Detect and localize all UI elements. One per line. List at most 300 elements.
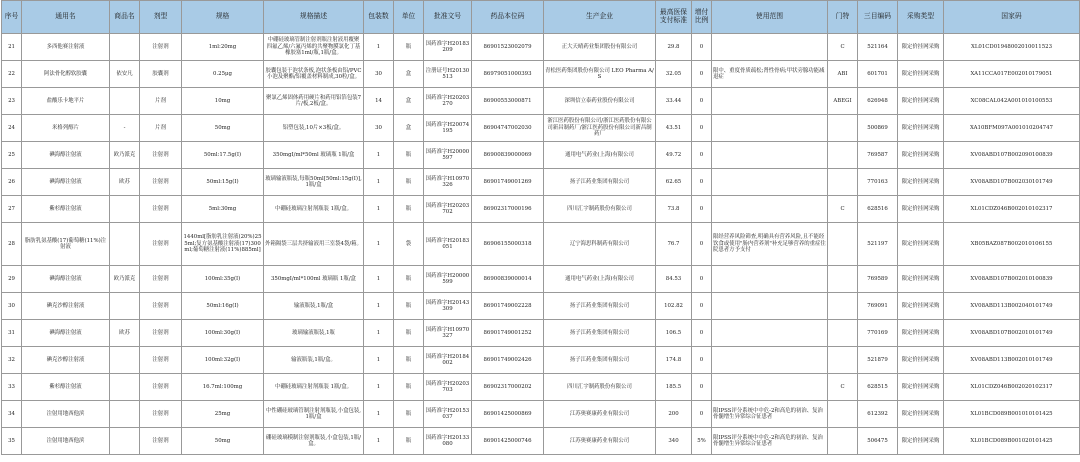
cell-max-price: 102.82 <box>656 293 692 320</box>
cell-purchase-type: 限定价挂网采购 <box>898 34 944 61</box>
cell-purchase-type: 限定价挂网采购 <box>898 115 944 142</box>
cell-generic-name: 碘克沙醇注射液 <box>22 347 110 374</box>
cell-unit: 瓶 <box>394 347 424 374</box>
cell-dosage-form: 注射剂 <box>140 266 182 293</box>
cell-spec: 50ml:15g(I) <box>182 169 264 196</box>
cell-national-code: XL01BCD089B001010101425 <box>944 401 1080 428</box>
cell-purchase-type: 限定价挂网采购 <box>898 428 944 455</box>
cell-sanmu-code: 506475 <box>858 428 898 455</box>
cell-purchase-type: 限定价挂网采购 <box>898 61 944 88</box>
cell-unit: 瓶 <box>394 266 424 293</box>
cell-generic-name: 紫杉醇注射液 <box>22 374 110 401</box>
cell-max-price: 106.5 <box>656 320 692 347</box>
cell-max-price: 33.44 <box>656 88 692 115</box>
cell-sanmu-code: 601701 <box>858 61 898 88</box>
cell-dosage-form: 注射剂 <box>140 320 182 347</box>
cell-serial-no: 34 <box>2 401 22 428</box>
cell-pack-count: 1 <box>364 34 394 61</box>
cell-drug-code: 86902317000202 <box>472 374 544 401</box>
cell-max-price: 185.5 <box>656 374 692 401</box>
col-header-national-code: 国家码 <box>944 1 1080 34</box>
cell-purchase-type: 限定价挂网采购 <box>898 88 944 115</box>
table-row <box>2 61 1080 88</box>
cell-spec: 100ml:35g(I) <box>182 266 264 293</box>
cell-dosage-form: 注射剂 <box>140 374 182 401</box>
cell-extra-ratio: 0 <box>692 88 712 115</box>
cell-brand-name: - <box>110 115 140 142</box>
col-header-spec-desc: 规格描述 <box>264 1 364 34</box>
cell-purchase-type: 限定价挂网采购 <box>898 142 944 169</box>
cell-special-outpatient <box>828 347 858 374</box>
cell-manufacturer: 四川汇宇制药股份有限公司 <box>544 196 656 223</box>
cell-sanmu-code: 628515 <box>858 374 898 401</box>
cell-max-price: 32.05 <box>656 61 692 88</box>
cell-spec-desc: 中硼硅玻璃管制注射剂瓶注射液用覆聚四氟乙烯/六氟丙烯的共聚物膜氯化丁基橡胶塞1ml/瓶,1瓶/盒。 <box>264 34 364 61</box>
cell-spec-desc: 聚氯乙烯固体药用硬片和药用铝箔包装7片/板,2板/盒。 <box>264 88 364 115</box>
cell-approval-no: 国药准字H20000599 <box>424 266 472 293</box>
cell-spec-desc: 胶囊包装于泡状条板,泡状条板由铝/PVC小泡及聚酯/铝覆盖材料制成,30粒/盒。 <box>264 61 364 88</box>
cell-pack-count: 1 <box>364 320 394 347</box>
cell-serial-no: 26 <box>2 169 22 196</box>
cell-drug-code: 86901749001252 <box>472 320 544 347</box>
cell-special-outpatient: C <box>828 196 858 223</box>
cell-pack-count: 1 <box>364 401 394 428</box>
cell-max-price: 73.8 <box>656 196 692 223</box>
cell-purchase-type: 限定价挂网采购 <box>898 169 944 196</box>
cell-pack-count: 1 <box>364 293 394 320</box>
cell-approval-no: 国药准字H20203703 <box>424 374 472 401</box>
col-header-approval-no: 批准文号 <box>424 1 472 34</box>
cell-special-outpatient <box>828 320 858 347</box>
cell-special-outpatient: ABI <box>828 61 858 88</box>
cell-purchase-type: 限定价挂网采购 <box>898 266 944 293</box>
cell-drug-code: 86901425000746 <box>472 428 544 455</box>
cell-spec: 5ml:30mg <box>182 196 264 223</box>
cell-sanmu-code: 770163 <box>858 169 898 196</box>
table-body <box>2 34 1080 455</box>
cell-max-price: 340 <box>656 428 692 455</box>
cell-max-price: 84.53 <box>656 266 692 293</box>
cell-manufacturer: 扬子江药业集团有限公司 <box>544 320 656 347</box>
cell-dosage-form: 注射剂 <box>140 142 182 169</box>
cell-extra-ratio: 0 <box>692 34 712 61</box>
cell-extra-ratio: 0 <box>692 401 712 428</box>
cell-generic-name: 紫杉醇注射液 <box>22 196 110 223</box>
cell-special-outpatient <box>828 223 858 266</box>
cell-approval-no: 国药准字H20203270 <box>424 88 472 115</box>
cell-dosage-form: 注射剂 <box>140 293 182 320</box>
cell-national-code: XL01CDZ046B002010102317 <box>944 196 1080 223</box>
cell-pack-count: 1 <box>364 374 394 401</box>
cell-approval-no: 国药准字H20184002 <box>424 347 472 374</box>
cell-unit: 盒 <box>394 115 424 142</box>
cell-drug-code: 86904747002030 <box>472 115 544 142</box>
col-header-dosage-form: 剂型 <box>140 1 182 34</box>
cell-extra-ratio: 0 <box>692 115 712 142</box>
table-row <box>2 223 1080 266</box>
cell-brand-name <box>110 428 140 455</box>
cell-usage-scope: 限IPSS评分系统中中危-2和高危的初治、复治骨髓增生异常综合征患者 <box>712 428 828 455</box>
cell-drug-code: 86901749002426 <box>472 347 544 374</box>
cell-sanmu-code: 626948 <box>858 88 898 115</box>
cell-extra-ratio: 0 <box>692 320 712 347</box>
cell-manufacturer: 辽宁海思科制药有限公司 <box>544 223 656 266</box>
cell-usage-scope <box>712 142 828 169</box>
cell-unit: 袋 <box>394 223 424 266</box>
cell-purchase-type: 限定价挂网采购 <box>898 320 944 347</box>
cell-special-outpatient: C <box>828 374 858 401</box>
cell-unit: 瓶 <box>394 428 424 455</box>
cell-special-outpatient <box>828 142 858 169</box>
cell-spec-desc: 外箱隔袋三层共挤输液用三室袋4袋/箱。 <box>264 223 364 266</box>
col-header-drug-code: 药品本位码 <box>472 1 544 34</box>
cell-max-price: 76.7 <box>656 223 692 266</box>
cell-national-code: XV08ABD107B002010100839 <box>944 266 1080 293</box>
cell-manufacturer: 扬子江药业集团有限公司 <box>544 169 656 196</box>
cell-serial-no: 23 <box>2 88 22 115</box>
cell-purchase-type: 限定价挂网采购 <box>898 293 944 320</box>
cell-serial-no: 31 <box>2 320 22 347</box>
cell-national-code: XA10BFM097A001010204747 <box>944 115 1080 142</box>
cell-special-outpatient <box>828 428 858 455</box>
cell-approval-no: 国药准字H20153037 <box>424 401 472 428</box>
cell-generic-name: 碘海醇注射液 <box>22 169 110 196</box>
cell-national-code: XB05BAZ087B002010106155 <box>944 223 1080 266</box>
cell-serial-no: 27 <box>2 196 22 223</box>
col-header-extra-ratio: 增付比例 <box>692 1 712 34</box>
col-header-special-outpatient: 门特 <box>828 1 858 34</box>
cell-extra-ratio: 0 <box>692 196 712 223</box>
cell-manufacturer: 扬子江药业集团有限公司 <box>544 347 656 374</box>
cell-generic-name: 碘海醇注射液 <box>22 320 110 347</box>
cell-extra-ratio: 0 <box>692 374 712 401</box>
cell-drug-code: 86901749002228 <box>472 293 544 320</box>
table-row <box>2 142 1080 169</box>
cell-usage-scope <box>712 320 828 347</box>
cell-national-code: XL01BCD089B001020101425 <box>944 428 1080 455</box>
cell-usage-scope <box>712 347 828 374</box>
cell-approval-no: 国药准字H20133080 <box>424 428 472 455</box>
table-row <box>2 196 1080 223</box>
cell-unit: 瓶 <box>394 169 424 196</box>
cell-purchase-type: 限定价挂网采购 <box>898 401 944 428</box>
cell-max-price: 62.65 <box>656 169 692 196</box>
cell-brand-name: 依安凡 <box>110 61 140 88</box>
cell-approval-no: 注册证号H20130513 <box>424 61 472 88</box>
col-header-no: 序号 <box>2 1 22 34</box>
cell-brand-name <box>110 401 140 428</box>
cell-national-code: XV08ABD113B002040101749 <box>944 293 1080 320</box>
cell-generic-name: 米格列醇片 <box>22 115 110 142</box>
table-row <box>2 293 1080 320</box>
cell-purchase-type: 限定价挂网采购 <box>898 196 944 223</box>
col-header-sanmu-code: 三目编码 <box>858 1 898 34</box>
cell-extra-ratio: 0 <box>692 169 712 196</box>
cell-spec-desc: 输液瓶装,1瓶/盒。 <box>264 347 364 374</box>
cell-drug-code: 86900839000014 <box>472 266 544 293</box>
cell-usage-scope <box>712 266 828 293</box>
cell-national-code: XL01CDZ046B002020102317 <box>944 374 1080 401</box>
table-row <box>2 34 1080 61</box>
cell-manufacturer: 江苏奥赛康药业有限公司 <box>544 401 656 428</box>
cell-spec: 50mg <box>182 115 264 142</box>
cell-dosage-form: 片剂 <box>140 115 182 142</box>
cell-usage-scope <box>712 115 828 142</box>
cell-spec-desc: 350mgI/ml*50ml 玻璃瓶 1瓶/盒 <box>264 142 364 169</box>
cell-generic-name: 盐酸乐卡地平片 <box>22 88 110 115</box>
cell-unit: 瓶 <box>394 320 424 347</box>
cell-generic-name: 碘海醇注射液 <box>22 266 110 293</box>
col-header-unit: 单位 <box>394 1 424 34</box>
cell-max-price: 174.8 <box>656 347 692 374</box>
cell-unit: 盒 <box>394 61 424 88</box>
cell-sanmu-code: 769091 <box>858 293 898 320</box>
cell-unit: 瓶 <box>394 34 424 61</box>
cell-manufacturer: 通用电气药业(上海)有限公司 <box>544 142 656 169</box>
cell-usage-scope: 限经营养风险筛查,明确具有营养风险,且不能经饮食或使用"肠内营养剂"补充足够营养的重症住院患者方予支付 <box>712 223 828 266</box>
cell-usage-scope: 限中、重度骨质疏松;肾性骨病;甲状旁腺功能减退症 <box>712 61 828 88</box>
table-row <box>2 115 1080 142</box>
cell-pack-count: 1 <box>364 223 394 266</box>
cell-unit: 瓶 <box>394 142 424 169</box>
col-header-generic-name: 通用名 <box>22 1 110 34</box>
cell-extra-ratio: 0 <box>692 266 712 293</box>
cell-generic-name: 多西他赛注射液 <box>22 34 110 61</box>
cell-spec: 100ml:32g(I) <box>182 347 264 374</box>
cell-special-outpatient <box>828 401 858 428</box>
cell-spec: 0.25μg <box>182 61 264 88</box>
cell-dosage-form: 注射剂 <box>140 223 182 266</box>
table-row <box>2 428 1080 455</box>
cell-national-code: XL01CD01948002010011523 <box>944 34 1080 61</box>
col-header-max-price: 最高医保支付标准 <box>656 1 692 34</box>
cell-max-price: 49.72 <box>656 142 692 169</box>
cell-national-code: XV08ABD107B002030101749 <box>944 169 1080 196</box>
cell-extra-ratio: 0 <box>692 293 712 320</box>
cell-max-price: 200 <box>656 401 692 428</box>
cell-generic-name: 脂肪乳氨基酸(17)葡萄糖(11%)注射液 <box>22 223 110 266</box>
cell-drug-code: 86979051000393 <box>472 61 544 88</box>
cell-serial-no: 28 <box>2 223 22 266</box>
cell-manufacturer: 扬子江药业集团有限公司 <box>544 293 656 320</box>
cell-drug-code: 86901523002079 <box>472 34 544 61</box>
cell-extra-ratio: 5% <box>692 428 712 455</box>
cell-spec: 50ml:17.5g(I) <box>182 142 264 169</box>
cell-approval-no: 国药准字H20074195 <box>424 115 472 142</box>
cell-generic-name: 注射用地西他滨 <box>22 428 110 455</box>
cell-usage-scope <box>712 196 828 223</box>
cell-generic-name: 碘海醇注射液 <box>22 142 110 169</box>
cell-usage-scope: 限IPSS评分系统中中危-2和高危的初治、复治骨髓增生异常综合征患者 <box>712 401 828 428</box>
cell-drug-code: 86900839000069 <box>472 142 544 169</box>
cell-sanmu-code: 521164 <box>858 34 898 61</box>
cell-spec-desc: 中硼硅玻璃注射剂瓶装 1瓶/盒。 <box>264 374 364 401</box>
cell-serial-no: 30 <box>2 293 22 320</box>
cell-manufacturer: 正大天晴药业集团股份有限公司 <box>544 34 656 61</box>
cell-sanmu-code: 612392 <box>858 401 898 428</box>
cell-drug-code: 86902317000196 <box>472 196 544 223</box>
cell-special-outpatient: C <box>828 34 858 61</box>
table-row <box>2 374 1080 401</box>
col-header-manufacturer: 生产企业 <box>544 1 656 34</box>
cell-pack-count: 1 <box>364 142 394 169</box>
cell-brand-name <box>110 196 140 223</box>
cell-national-code: XC08CAL042A001010100553 <box>944 88 1080 115</box>
cell-dosage-form: 注射剂 <box>140 169 182 196</box>
cell-usage-scope <box>712 34 828 61</box>
cell-dosage-form: 注射剂 <box>140 34 182 61</box>
col-header-spec: 规格 <box>182 1 264 34</box>
table-row <box>2 320 1080 347</box>
cell-approval-no: 国药准字H10970327 <box>424 320 472 347</box>
cell-spec-desc: 350mgI/ml*100ml 玻璃瓶 1瓶/盒 <box>264 266 364 293</box>
cell-spec-desc: 中性硼硅玻璃管制注射剂瓶装,小盒包装,1瓶/盒 <box>264 401 364 428</box>
cell-generic-name: 碘克沙醇注射液 <box>22 293 110 320</box>
cell-brand-name <box>110 223 140 266</box>
cell-approval-no: 国药准字H20143309 <box>424 293 472 320</box>
table-row <box>2 169 1080 196</box>
cell-spec: 100ml:30g(I) <box>182 320 264 347</box>
cell-serial-no: 32 <box>2 347 22 374</box>
cell-brand-name <box>110 347 140 374</box>
cell-usage-scope <box>712 169 828 196</box>
cell-sanmu-code: 521197 <box>858 223 898 266</box>
cell-special-outpatient <box>828 293 858 320</box>
cell-spec-desc: 玻璃输液瓶装,1瓶 <box>264 320 364 347</box>
cell-usage-scope <box>712 88 828 115</box>
cell-spec: 1440ml[脂肪乳注射液(20%)255ml;复方氨基酸注射液(17)300ml;葡萄糖注射液(11%)885ml] <box>182 223 264 266</box>
cell-brand-name: 欧乃派克 <box>110 266 140 293</box>
cell-spec: 16.7ml:100mg <box>182 374 264 401</box>
cell-purchase-type: 限定价挂网采购 <box>898 223 944 266</box>
cell-manufacturer: 青松医药集团股份有限公司 LEO Pharma A/S <box>544 61 656 88</box>
cell-serial-no: 33 <box>2 374 22 401</box>
cell-sanmu-code: 628516 <box>858 196 898 223</box>
cell-brand-name: 欧苏 <box>110 320 140 347</box>
cell-pack-count: 30 <box>364 115 394 142</box>
cell-spec: 1ml:20mg <box>182 34 264 61</box>
cell-approval-no: 国药准字H20000597 <box>424 142 472 169</box>
cell-national-code: XV08ABD107B002010101749 <box>944 320 1080 347</box>
cell-approval-no: 国药准字H20183051 <box>424 223 472 266</box>
cell-spec: 10mg <box>182 88 264 115</box>
cell-extra-ratio: 0 <box>692 142 712 169</box>
cell-brand-name <box>110 374 140 401</box>
cell-approval-no: 国药准字H10970326 <box>424 169 472 196</box>
cell-pack-count: 1 <box>364 347 394 374</box>
cell-pack-count: 1 <box>364 169 394 196</box>
cell-brand-name: 欧苏 <box>110 169 140 196</box>
cell-special-outpatient <box>828 169 858 196</box>
table-row <box>2 401 1080 428</box>
col-header-brand-name: 商品名 <box>110 1 140 34</box>
cell-pack-count: 1 <box>364 266 394 293</box>
cell-serial-no: 21 <box>2 34 22 61</box>
cell-purchase-type: 限定价挂网采购 <box>898 347 944 374</box>
cell-pack-count: 1 <box>364 428 394 455</box>
cell-unit: 瓶 <box>394 293 424 320</box>
cell-sanmu-code: 521879 <box>858 347 898 374</box>
cell-spec-desc: 输液瓶装,1瓶/盒 <box>264 293 364 320</box>
cell-unit: 盒 <box>394 88 424 115</box>
cell-sanmu-code: 770169 <box>858 320 898 347</box>
cell-pack-count: 14 <box>364 88 394 115</box>
cell-approval-no: 国药准字H20203702 <box>424 196 472 223</box>
cell-manufacturer: 四川汇宇制药股份有限公司 <box>544 374 656 401</box>
cell-max-price: 29.8 <box>656 34 692 61</box>
cell-spec-desc: 硼硅玻璃模制注射剂瓶装,小盒包装,1瓶/盒。 <box>264 428 364 455</box>
cell-brand-name: 欧乃派克 <box>110 142 140 169</box>
cell-brand-name <box>110 88 140 115</box>
cell-extra-ratio: 0 <box>692 61 712 88</box>
cell-drug-code: 86901425000869 <box>472 401 544 428</box>
cell-spec-desc: 玻璃输液瓶装,每瓶50ml[50ml:15g(I)],1瓶/盒 <box>264 169 364 196</box>
cell-generic-name: 注射用地西他滨 <box>22 401 110 428</box>
cell-drug-code: 86906155000318 <box>472 223 544 266</box>
cell-extra-ratio: 0 <box>692 347 712 374</box>
cell-national-code: XV08ABD107B002090100839 <box>944 142 1080 169</box>
cell-brand-name <box>110 34 140 61</box>
cell-generic-name: 阿法骨化醇软胶囊 <box>22 61 110 88</box>
cell-drug-code: 86900553000871 <box>472 88 544 115</box>
col-header-purchase-type: 采购类型 <box>898 1 944 34</box>
cell-dosage-form: 注射剂 <box>140 196 182 223</box>
table-row <box>2 266 1080 293</box>
cell-serial-no: 25 <box>2 142 22 169</box>
cell-spec: 25mg <box>182 401 264 428</box>
cell-national-code: XV08ABD113B002010101749 <box>944 347 1080 374</box>
cell-pack-count: 30 <box>364 61 394 88</box>
col-header-pack-count: 包装数 <box>364 1 394 34</box>
cell-manufacturer: 江苏奥赛康药业有限公司 <box>544 428 656 455</box>
cell-usage-scope <box>712 374 828 401</box>
cell-serial-no: 22 <box>2 61 22 88</box>
cell-serial-no: 29 <box>2 266 22 293</box>
cell-dosage-form: 注射剂 <box>140 401 182 428</box>
cell-usage-scope <box>712 293 828 320</box>
cell-unit: 瓶 <box>394 196 424 223</box>
col-header-usage-scope: 使用范围 <box>712 1 828 34</box>
cell-dosage-form: 胶囊剂 <box>140 61 182 88</box>
cell-sanmu-code: 769589 <box>858 266 898 293</box>
cell-approval-no: 国药准字H20183209 <box>424 34 472 61</box>
cell-max-price: 43.51 <box>656 115 692 142</box>
drug-catalog-table <box>1 0 1080 455</box>
cell-manufacturer: 深圳信立泰药业股份有限公司 <box>544 88 656 115</box>
cell-dosage-form: 注射剂 <box>140 428 182 455</box>
header-row <box>2 1 1080 34</box>
cell-serial-no: 24 <box>2 115 22 142</box>
cell-spec: 50ml:16g(I) <box>182 293 264 320</box>
cell-spec: 50mg <box>182 428 264 455</box>
cell-dosage-form: 注射剂 <box>140 347 182 374</box>
cell-purchase-type: 限定价挂网采购 <box>898 374 944 401</box>
cell-drug-code: 86901749001269 <box>472 169 544 196</box>
cell-manufacturer: 浙江医药股份有限公司/浙江医药股份有限公司新昌制药厂/浙江医药股份有限公司新昌制药厂 <box>544 115 656 142</box>
cell-extra-ratio: 0 <box>692 223 712 266</box>
table-row <box>2 88 1080 115</box>
cell-sanmu-code: 500869 <box>858 115 898 142</box>
cell-unit: 瓶 <box>394 401 424 428</box>
cell-national-code: XA11CCA017E002010179051 <box>944 61 1080 88</box>
cell-spec-desc: 中硼硅玻璃注射剂瓶装 1瓶/盒。 <box>264 196 364 223</box>
cell-unit: 瓶 <box>394 374 424 401</box>
cell-spec-desc: 铝塑包装,10片×3板/盒。 <box>264 115 364 142</box>
cell-pack-count: 1 <box>364 196 394 223</box>
cell-special-outpatient: ABEGI <box>828 88 858 115</box>
cell-dosage-form: 片剂 <box>140 88 182 115</box>
cell-brand-name <box>110 293 140 320</box>
